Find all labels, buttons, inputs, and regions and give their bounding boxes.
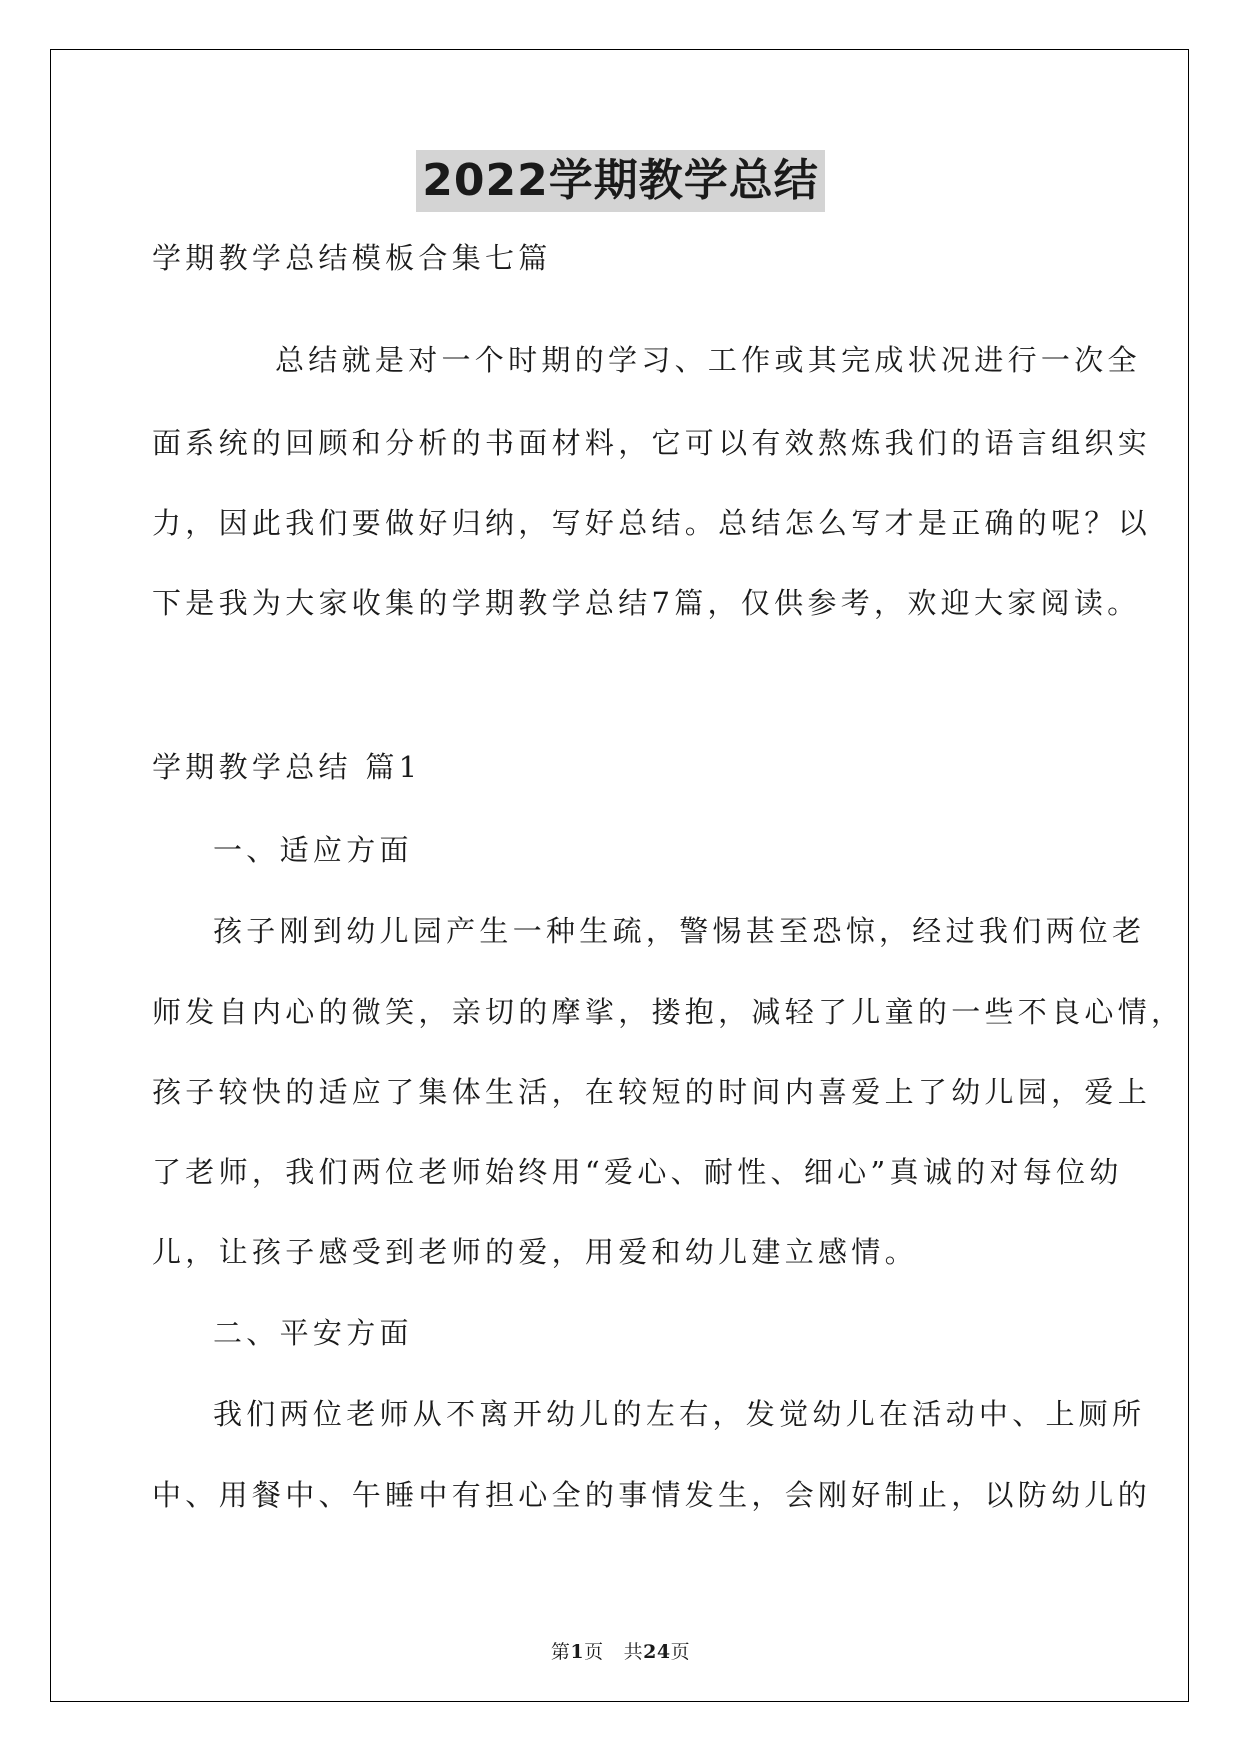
paragraph-line: 孩子刚到幼儿园产生一种生疏，警惕甚至恐惊，经过我们两位老 [213, 914, 1146, 948]
total-pages: 24 [643, 1641, 671, 1663]
sub-heading: 二、平安方面 [213, 1316, 413, 1350]
paragraph-line: 师发自内心的微笑，亲切的摩挲，搂抱，减轻了儿童的一些不良心情， [152, 995, 1185, 1029]
paragraph-line: 孩子较快的适应了集体生活，在较短的时间内喜爱上了幼儿园，爱上 [152, 1075, 1152, 1109]
intro-line: 下是我为大家收集的学期教学总结7篇，仅供参考，欢迎大家阅读。 [152, 586, 1141, 620]
paragraph-line: 中、用餐中、午睡中有担心全的事情发生，会刚好制止，以防幼儿的 [152, 1478, 1152, 1512]
page-label-prefix: 第 [550, 1641, 571, 1663]
intro-line: 力，因此我们要做好归纳，写好总结。总结怎么写才是正确的呢？以 [152, 506, 1152, 540]
paragraph-line: 儿，让孩子感受到老师的爱，用爱和幼儿建立感情。 [152, 1235, 918, 1269]
document-title: 2022学期教学总结 [416, 150, 824, 212]
intro-line: 面系统的回顾和分析的书面材料，它可以有效熬炼我们的语言组织实 [152, 426, 1152, 460]
title-container [0, 150, 1241, 212]
total-label-prefix: 共 [623, 1641, 644, 1663]
page-label-suffix: 页 [584, 1641, 604, 1663]
paragraph-line: 了老师，我们两位老师始终用“爱心、耐性、细心”真诚的对每位幼 [152, 1155, 1123, 1189]
page-footer [0, 1640, 1241, 1664]
paragraph-line: 我们两位老师从不离开幼儿的左右，发觉幼儿在活动中、上厕所 [213, 1397, 1146, 1431]
page-number: 1 [570, 1641, 585, 1663]
document-subtitle: 学期教学总结模板合集七篇 [152, 241, 552, 275]
page-border [50, 49, 1189, 1702]
section-heading: 学期教学总结 篇1 [152, 750, 422, 784]
sub-heading: 一、适应方面 [213, 833, 413, 867]
intro-line: 总结就是对一个时期的学习、工作或其完成状况进行一次全 [275, 343, 1141, 377]
total-label-suffix: 页 [670, 1641, 691, 1663]
